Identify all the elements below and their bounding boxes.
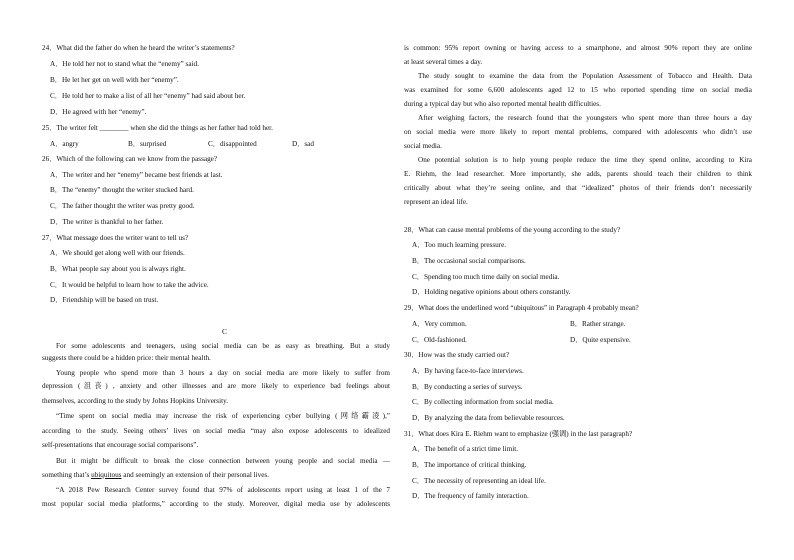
q24-option-b: B．He let her get on well with her “enemy”. xyxy=(50,76,179,84)
q28-stem: 28．What can cause mental problems of the young according to the study? xyxy=(404,226,621,234)
q28-option-c: C．Spending too much time daily on social media. xyxy=(412,273,560,281)
passage-line: depression (沮丧) , anxiety and other illnesses and are more likely to experience bad feelings about xyxy=(42,382,390,390)
passage-line: on social media were more likely to report mental problems, compared with adolescents who didn’t use xyxy=(404,128,752,136)
passage-line: represent an ideal life. xyxy=(404,198,468,206)
q30-option-a: A．By having face-to-face interviews. xyxy=(412,367,524,375)
passage-line: according to the study. Seeing others’ lives on social media “may also expose adolescents to idealized xyxy=(42,427,390,435)
q24-stem: 24．What did the father do when he heard the writer’s statements? xyxy=(42,44,235,52)
q24-option-a: A．He told her not to stand what the “enemy” said. xyxy=(50,60,199,68)
passage-line: social media. xyxy=(404,142,442,150)
passage-line: Young people who spend more than 3 hours a day on social media are more likely to suffer from xyxy=(56,369,390,377)
q29-option-d: D．Quite expensive. xyxy=(570,336,631,344)
passage-line: For some adolescents and teenagers, using social media can be as easy as breathing. But a study xyxy=(56,342,390,350)
q30-option-c: C．By collecting information from social media. xyxy=(412,398,554,406)
q29-option-b: B．Rather strange. xyxy=(570,320,626,328)
q30-option-d: D．By analyzing the data from believable resources. xyxy=(412,414,565,422)
q31-option-d: D．The frequency of family interaction. xyxy=(412,492,529,500)
q27-option-a: A．We should get along well with our friends. xyxy=(50,249,185,257)
q31-option-a: A．The benefit of a strict time limit. xyxy=(412,445,518,453)
q25-option-c: C．disappointed xyxy=(208,140,257,148)
q27-option-d: D．Friendship will be based on trust. xyxy=(50,296,159,304)
q25-option-a: A．angry xyxy=(50,140,79,148)
q26-option-d: D．The writer is thankful to her father. xyxy=(50,218,164,226)
q26-option-a: A．The writer and her “enemy” became best friends at last. xyxy=(50,171,223,179)
q31-option-b: B．The importance of critical thinking. xyxy=(412,461,527,469)
passage-line: suggests there could be a hidden price: their mental health. xyxy=(42,354,211,362)
q28-option-b: B．The occasional social comparisons. xyxy=(412,257,526,265)
q29-option-c: C．Old-fashioned. xyxy=(412,336,467,344)
q26-stem: 26．Which of the following can we know from the passage? xyxy=(42,155,218,163)
passage-line: is common: 95% report owning or having access to a smartphone, and almost 90% report they are online xyxy=(404,44,752,52)
q30-stem: 30．How was the study carried out? xyxy=(404,351,510,359)
q28-option-d: D．Holding negative opinions about others constantly. xyxy=(412,288,571,296)
q30-option-b: B．By conducting a series of surveys. xyxy=(412,383,523,391)
passage-line: “Time spent on social media may increase the risk of experiencing cyber bullying (网络霸凌),” xyxy=(56,412,390,420)
q24-option-c: C．He told her to make a list of all her “enemy” had said about her. xyxy=(50,92,246,100)
q25-stem: 25．The writer felt ________ when she did the things as her father had told her. xyxy=(42,124,273,132)
q29-stem: 29．What does the underlined word “ubiquitous” in Paragraph 4 probably mean? xyxy=(404,304,639,312)
passage-line: was examined for some 6,600 adolescents aged 12 to 15 who reported spending time on social media xyxy=(404,86,752,94)
q24-option-d: D．He agreed with her “enemy”. xyxy=(50,108,147,116)
q29-option-a: A．Very common. xyxy=(412,320,467,328)
passage-line: But it might be difficult to break the close connection between young people and social media — xyxy=(56,457,390,465)
passage-text: and seemingly an extension of their personal lives. xyxy=(121,471,269,479)
q31-stem: 31．What does Kira E. Riehm want to emphasize (强调) in the last paragraph? xyxy=(404,430,633,438)
q28-option-a: A．Too much learning pressure. xyxy=(412,241,507,249)
passage-line: After weighing factors, the research found that the youngsters who spent more than three hours a day xyxy=(418,114,752,122)
q25-option-d: D．sad xyxy=(292,140,314,148)
q27-stem: 27．What message does the writer want to tell us? xyxy=(42,234,189,242)
passage-line: E. Riehm, the lead researcher. More importantly, she adds, parents should teach their children to think xyxy=(404,170,752,178)
passage-line: during a typical day but who also reported mental health difficulties. xyxy=(404,100,601,108)
passage-line: The study sought to examine the data from the Population Assessment of Tobacco and Health. Data xyxy=(418,72,752,80)
passage-line: “A 2018 Pew Research Center survey found that 97% of adolescents report using at least 1 of the 7 xyxy=(56,486,390,494)
passage-line: critically about what they’re seeing online, and that “idealized” photos of their friends don’t necessarily xyxy=(404,184,752,192)
q31-option-c: C．The necessity of representing an ideal life. xyxy=(412,477,546,485)
passage-line-with-underline xyxy=(42,471,269,480)
q27-option-b: B．What people say about you is always right. xyxy=(50,265,186,273)
q26-option-c: C．The father thought the writer was pretty good. xyxy=(50,202,195,210)
q25-option-b: B．surprised xyxy=(128,140,167,148)
section-title: C xyxy=(222,327,228,336)
underlined-word: ubiquitous xyxy=(91,471,122,479)
passage-line: at least several times a day. xyxy=(404,58,483,66)
passage-line: themselves, according to the study by Johns Hopkins University. xyxy=(42,397,228,405)
passage-line: most popular social media platforms,” according to the study. Moreover, digital media use by adolescents xyxy=(42,500,390,508)
passage-line: self-presentations that encourage social comparisons”. xyxy=(42,441,199,449)
q26-option-b: B．The “enemy” thought the writer stucked hard. xyxy=(50,186,194,194)
passage-line: One potential solution is to help young people reduce the time they spend online, according to Kira xyxy=(418,156,752,164)
passage-text: something that’s xyxy=(42,471,92,479)
q27-option-c: C．It would be helpful to learn how to take the advice. xyxy=(50,281,209,289)
